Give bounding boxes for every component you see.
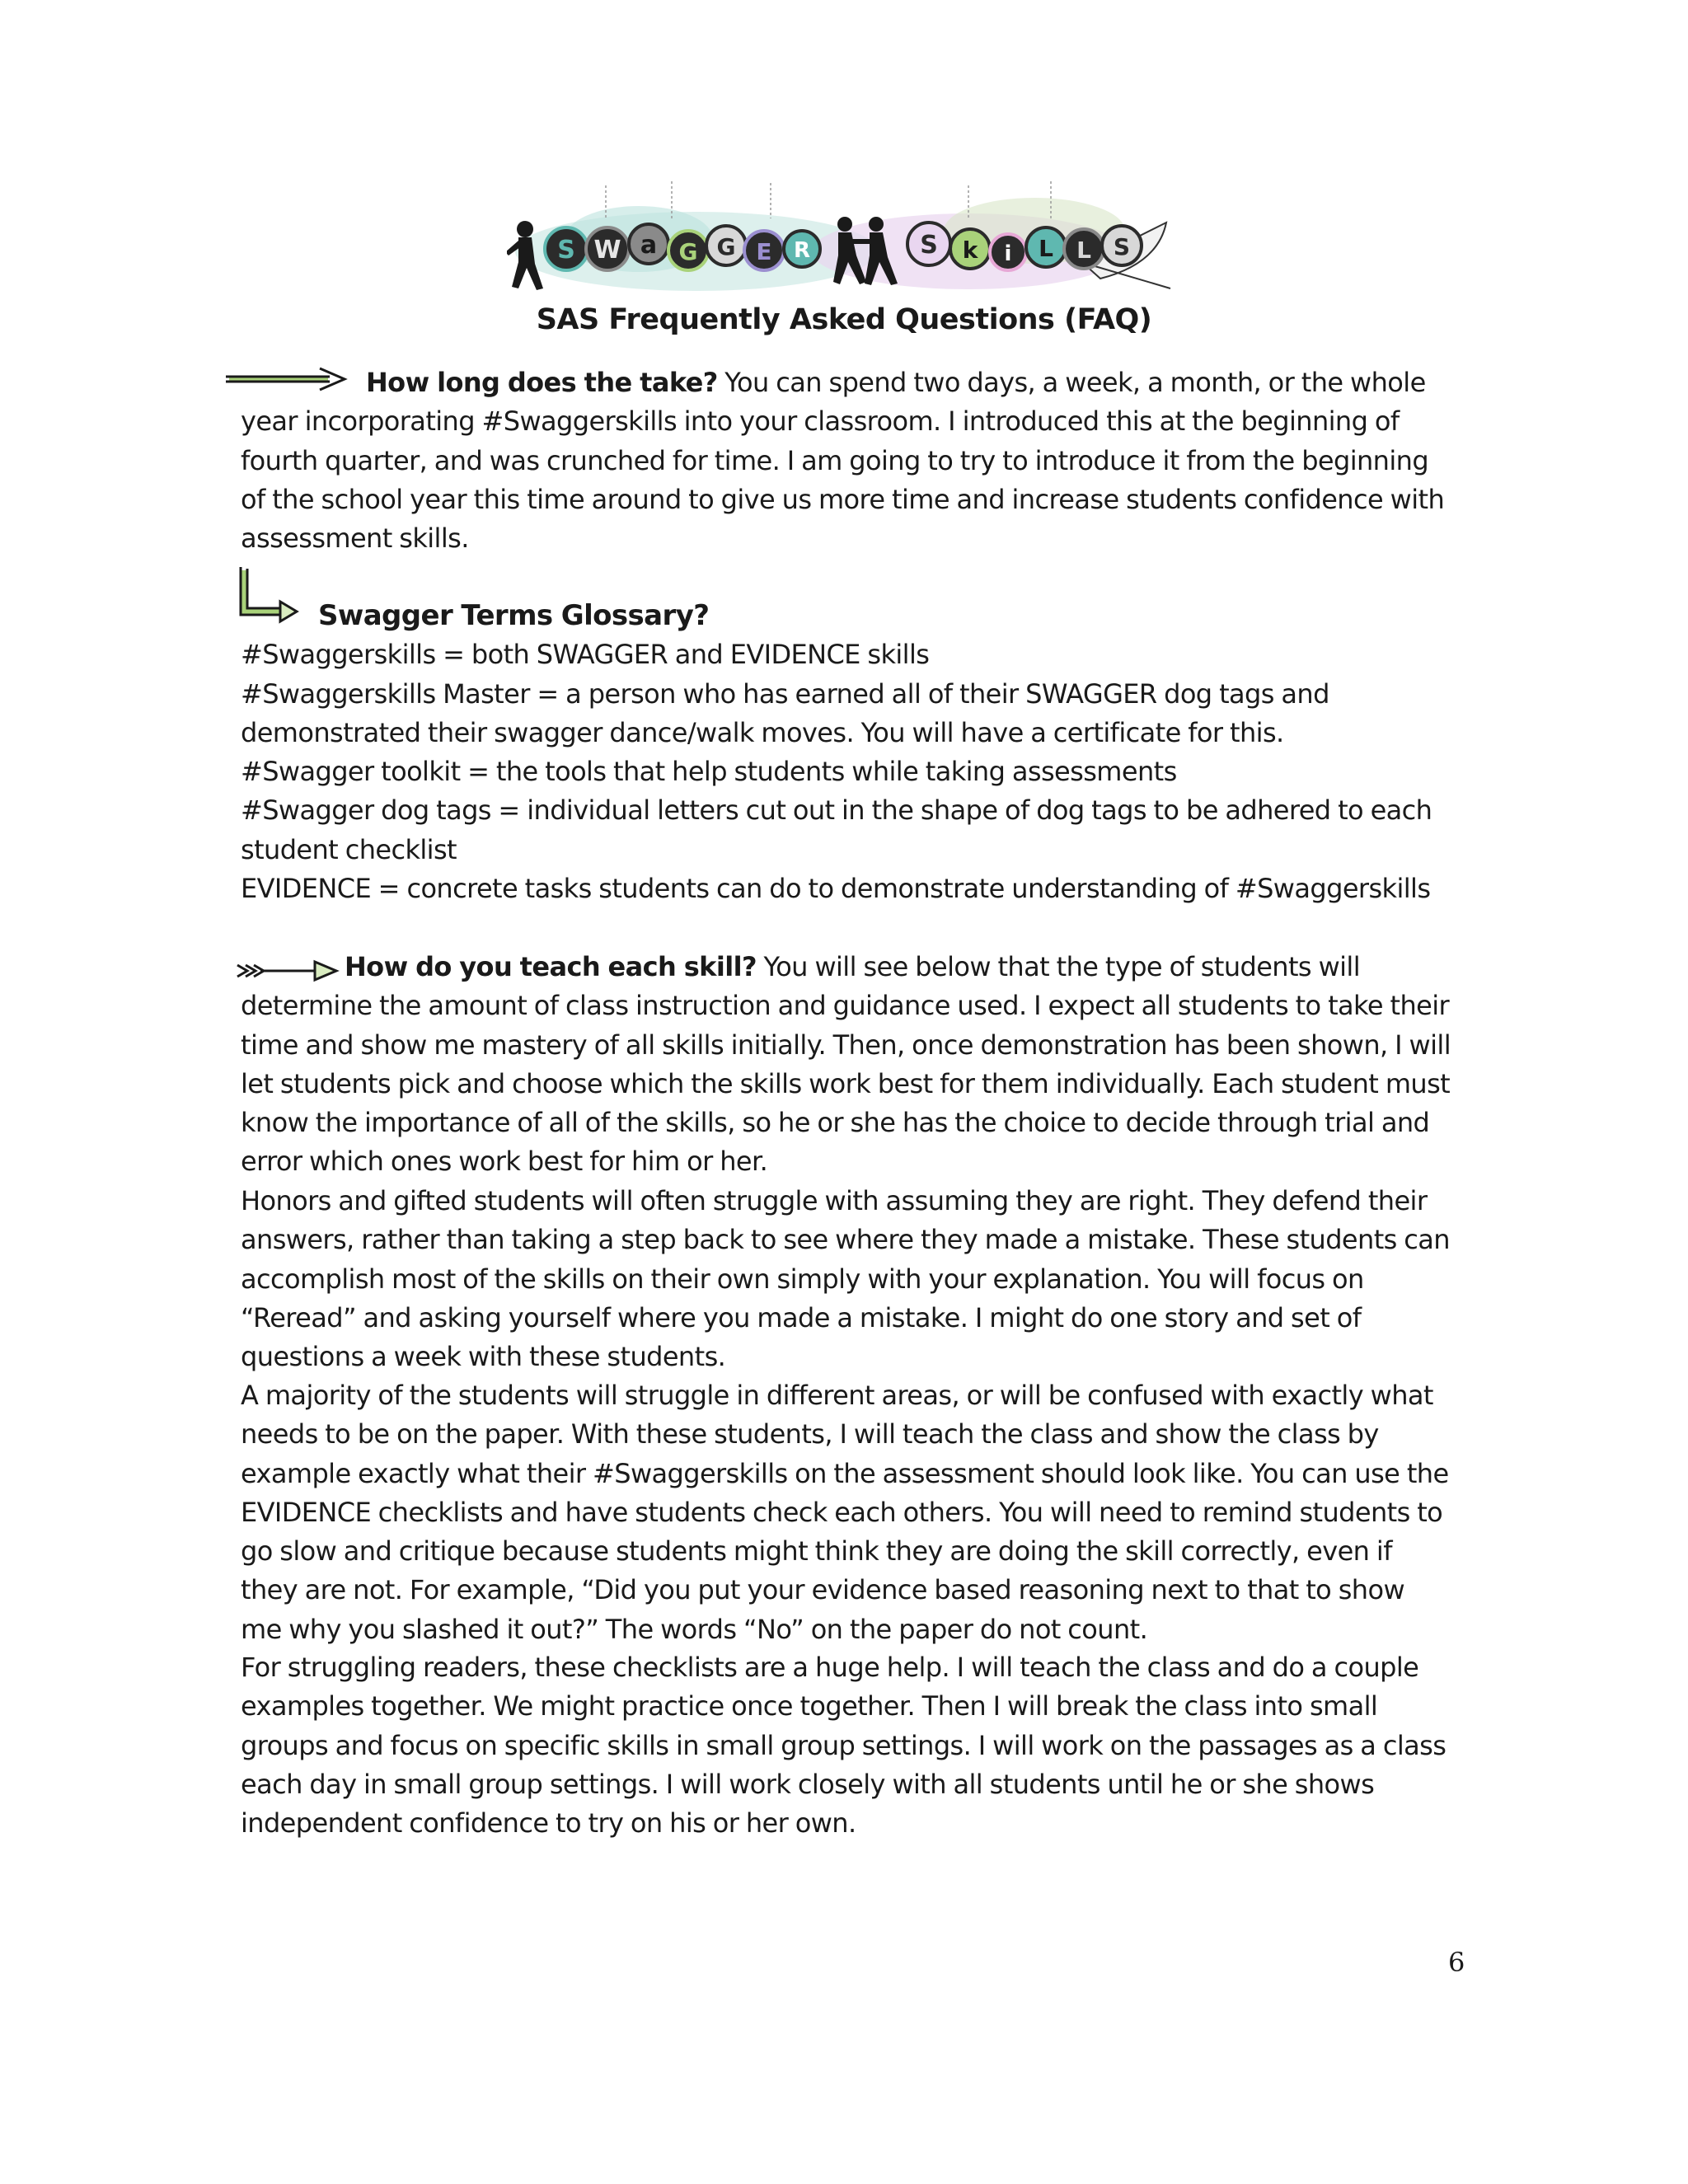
faq-question-teaching — [241, 948, 1452, 1182]
faq-question-duration — [241, 363, 1452, 558]
logo-letter-3: a — [640, 231, 658, 260]
question-heading-duration: How long does the take? — [366, 367, 718, 398]
logo-letter-7: R — [793, 238, 811, 263]
logo-letter-4: G — [678, 238, 698, 265]
glossary-heading: Swagger Terms Glossary? — [318, 599, 710, 632]
glossary-item: #Swagger toolkit = the tools that help students while taking assessments — [241, 756, 1177, 788]
logo-letter-6: E — [756, 238, 772, 265]
glossary-item: #Swaggerskills Master = a person who has earned all of their SWAGGER dog tags and demonstrated their swagger dance/walk moves. You will have a certificate for this. — [241, 677, 1329, 748]
page-title: SAS Frequently Asked Questions (FAQ) — [536, 303, 1152, 336]
paragraph-majority: A majority of the students will struggle in different areas, or will be confused with exactly what needs to be on the paper. With these students, I will teach the class and show the class by example exactly what their #Swaggerskills on the assessment should look like. You can use the EVIDENCE checklists and have students check each others. You will need to remind students to go slow and critique because students might think they are doing the skill correctly, even if they are not. For example, “Did you put your evidence based reasoning next to that to show me why you slashed it out?” The words “No” on the paper do not count. — [241, 1380, 1449, 1645]
page-number: 6 — [1448, 1947, 1465, 1978]
logo-letter-5: G — [716, 233, 736, 260]
logo-letter-9: k — [962, 237, 978, 264]
swagger-skills-logo — [507, 173, 1183, 297]
logo-letter-1: S — [557, 236, 575, 265]
question-answer-duration: You can spend two days, a week, a month, or the whole year incorporating #Swaggerskills into your classroom. I introduced this at the beginning of fourth quarter, and was crunched for time. I am going to try to introduce it from the beginning of the school year this time around to give us more time and increase students confidence with assessment skills. — [241, 367, 1445, 555]
logo-letter-8: S — [920, 231, 938, 260]
question-heading-teaching: How do you teach each skill? — [345, 951, 757, 982]
logo-letter-11: L — [1039, 235, 1053, 262]
logo-letter-10: i — [1004, 241, 1012, 266]
question-answer-teaching: You will see below that the type of students will determine the amount of class instruction and guidance used. I expect all students to take their time and show me mastery of all skills initially. Then, once demonstration has been shown, I will let students pick and choose which the skills work best for them individually. Each student must know the importance of all of the skills, so he or she has the choice to decide through trial and error which ones work best for him or her. — [241, 951, 1451, 1178]
glossary-item: EVIDENCE = concrete tasks students can do to demonstrate understanding of #Swaggerskills — [241, 873, 1431, 905]
paragraph-honors: Honors and gifted students will often struggle with assuming they are right. They defend their answers, rather than taking a step back to see where they made a mistake. These students can accomplish most of the skills on their own simply with your explanation. You will focus on “Reread” and asking yourself where you made a mistake. I might do one story and set of questions a week with these students. — [241, 1185, 1450, 1373]
logo-letter-2: W — [593, 236, 621, 265]
glossary-section — [241, 597, 1452, 908]
logo-letter-12: L — [1076, 237, 1091, 264]
paragraph-struggling: For struggling readers, these checklists are a huge help. I will teach the class and do a couple examples together. We might practice once together. Then I will break the class into small groups and focus on specific skills in small group settings. I will work on the passages as a class each day in small group settings. I will work closely with all students until he or she shows independent confidence to try on his or her own. — [241, 1652, 1447, 1840]
glossary-item: #Swaggerskills = both SWAGGER and EVIDENCE skills — [241, 639, 930, 671]
logo-letter-13: S — [1113, 233, 1131, 260]
glossary-item: #Swagger dog tags = individual letters cut out in the shape of dog tags to be adhered to each student checklist — [241, 794, 1432, 865]
